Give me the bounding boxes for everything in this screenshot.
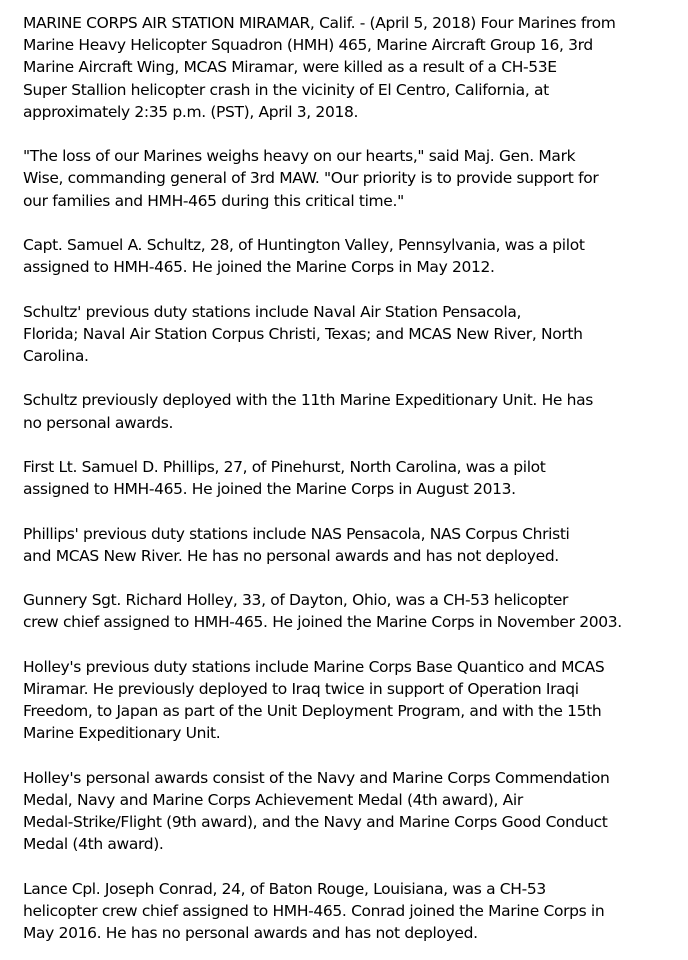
text-line: no personal awards. bbox=[23, 413, 174, 432]
text-line: May 2016. He has no personal awards and has not deployed. bbox=[23, 924, 478, 943]
paragraph-holley-bio bbox=[23, 589, 680, 633]
text-line: Super Stallion helicopter crash in the vicinity of El Centro, California, at bbox=[23, 80, 549, 99]
text-line: Holley's personal awards consist of the Navy and Marine Corps Commendation bbox=[23, 768, 610, 787]
text-line: Gunnery Sgt. Richard Holley, 33, of Dayton, Ohio, was a CH-53 helicopter bbox=[23, 591, 569, 610]
text-line: Medal, Navy and Marine Corps Achievement Medal (4th award), Air bbox=[23, 790, 523, 809]
text-line: "The loss of our Marines weighs heavy on our hearts," said Maj. Gen. Mark bbox=[23, 147, 576, 166]
text-line: Marine Heavy Helicopter Squadron (HMH) 465, Marine Aircraft Group 16, 3rd bbox=[23, 36, 593, 55]
text-line: Lance Cpl. Joseph Conrad, 24, of Baton Rouge, Louisiana, was a CH-53 bbox=[23, 879, 546, 898]
text-line: helicopter crew chief assigned to HMH-465. Conrad joined the Marine Corps in bbox=[23, 901, 605, 920]
text-line: Medal-Strike/Flight (9th award), and the Navy and Marine Corps Good Conduct bbox=[23, 813, 608, 832]
text-line: Miramar. He previously deployed to Iraq twice in support of Operation Iraqi bbox=[23, 679, 579, 698]
paragraph-phillips-bio bbox=[23, 456, 680, 500]
text-line: Freedom, to Japan as part of the Unit Deployment Program, and with the 15th bbox=[23, 702, 602, 721]
paragraph-conrad-bio bbox=[23, 878, 680, 945]
text-line: Phillips' previous duty stations include NAS Pensacola, NAS Corpus Christi bbox=[23, 524, 570, 543]
text-line: Schultz' previous duty stations include Naval Air Station Pensacola, bbox=[23, 302, 522, 321]
text-line: and MCAS New River. He has no personal awards and has not deployed. bbox=[23, 546, 559, 565]
text-line: approximately 2:35 p.m. (PST), April 3, 2018. bbox=[23, 102, 359, 121]
paragraph-schultz-deployments bbox=[23, 389, 680, 433]
text-line: assigned to HMH-465. He joined the Marine Corps in May 2012. bbox=[23, 258, 495, 277]
paragraph-holley-awards bbox=[23, 767, 680, 856]
text-line: crew chief assigned to HMH-465. He joined the Marine Corps in November 2003. bbox=[23, 613, 622, 632]
text-line: MARINE CORPS AIR STATION MIRAMAR, Calif. - (April 5, 2018) Four Marines from bbox=[23, 14, 616, 32]
paragraph-general-quote bbox=[23, 145, 680, 212]
text-line: Marine Expeditionary Unit. bbox=[23, 724, 221, 743]
text-line: Capt. Samuel A. Schultz, 28, of Huntington Valley, Pennsylvania, was a pilot bbox=[23, 236, 585, 254]
text-line: Marine Aircraft Wing, MCAS Miramar, were killed as a result of a CH-53E bbox=[23, 58, 557, 77]
paragraph-phillips-stations bbox=[23, 523, 680, 567]
text-line: Wise, commanding general of 3rd MAW. "Our priority is to provide support for bbox=[23, 169, 599, 188]
text-line: First Lt. Samuel D. Phillips, 27, of Pinehurst, North Carolina, was a pilot bbox=[23, 457, 546, 476]
text-line: Florida; Naval Air Station Corpus Christi, Texas; and MCAS New River, North bbox=[23, 324, 583, 343]
text-line: Medal (4th award). bbox=[23, 835, 164, 854]
text-line: our families and HMH-465 during this critical time." bbox=[23, 191, 404, 210]
paragraph-crash-announcement bbox=[23, 12, 680, 123]
paragraph-schultz-bio bbox=[23, 234, 680, 278]
text-line: Schultz previously deployed with the 11th Marine Expeditionary Unit. He has bbox=[23, 391, 593, 410]
text-line: Carolina. bbox=[23, 347, 89, 365]
text-line: assigned to HMH-465. He joined the Marine Corps in August 2013. bbox=[23, 480, 516, 499]
paragraph-schultz-stations bbox=[23, 301, 680, 368]
paragraph-holley-stations bbox=[23, 656, 680, 745]
text-line: Holley's previous duty stations include Marine Corps Base Quantico and MCAS bbox=[23, 657, 605, 676]
